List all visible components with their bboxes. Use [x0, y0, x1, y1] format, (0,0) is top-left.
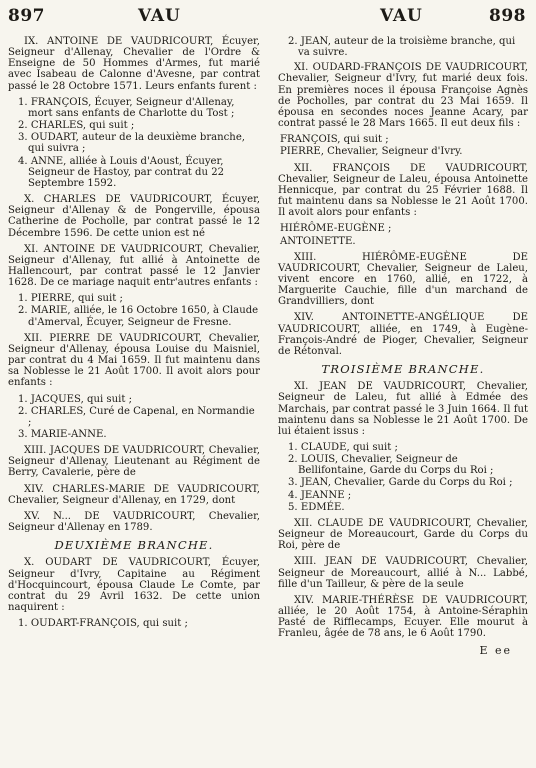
list-item: 4. ANNE, alliée à Louis d'Aoust, Écuyer, Seigneur de Hastoy, par contrat du 22 Septembre 1592.	[18, 155, 225, 189]
running-head-right: VAU	[380, 6, 423, 26]
list-item: 2. CHARLES, qui suit ;	[18, 120, 135, 132]
signature-mark: E ee	[479, 643, 512, 657]
paragraph-oudard-francois-xi: XI. OUDARD-FRANÇOIS DE VAUDRICOURT, Chevalier, Seigneur d'Ivry, fut marié deux fois. En premières noces il épousa Françoise Agnès de Pocholles, par contrat du 23 Mai 1659. Il épousa en secondes noces Jeanne Acary, par contrat passé le 28 Mars 1665. Il eut deux fils :	[278, 62, 528, 130]
left-column	[8, 36, 260, 634]
paragraph-claude-xii: XII. CLAUDE DE VAUDRICOURT, Chevalier, Seigneur de Moreaucourt, Garde du Corps du Roi, père de	[278, 517, 528, 552]
paragraph-charles-marie-xiv: XIV. CHARLES-MARIE DE VAUDRICOURT, Chevalier, Seigneur d'Allenay, en 1729, dont	[8, 483, 260, 506]
paragraph-antoinette-angelique-xiv: XIV. ANTOINETTE-ANGÉLIQUE DE VAUDRICOURT, alliée, en 1749, à Eugène-François-André de Pioger, Chevalier, Seigneur de Rétonval.	[278, 312, 528, 357]
list-item: 1. OUDART-FRANÇOIS, qui suit ;	[18, 618, 188, 630]
paragraph-antoine-ix: IX. ANTOINE DE VAUDRICOURT, Écuyer, Seigneur d'Allenay, Chevalier de l'Ordre & Enseigne de 50 Hommes d'Armes, fut marié avec Isabeau de Calonne d'Avesne, par contrat passé le 28 Octobre 1571. Leurs enfants furent :	[8, 36, 260, 92]
right-column	[278, 36, 528, 656]
paragraph-jacques-xiii: XIII. JACQUES DE VAUDRICOURT, Chevalier, Seigneur d'Allenay, Lieutenant au Régiment de Berry, Cavalerie, père de	[8, 445, 260, 479]
list-item: HIÉRÔME-EUGÈNE ;	[280, 223, 392, 235]
children-list-pierre-xii	[8, 394, 260, 441]
paragraph-francois-xii: XII. FRANÇOIS DE VAUDRICOURT, Chevalier, Seigneur de Laleu, épousa Antoinette Hennicque, par contrat du 25 Février 1688. Il fut maintenu dans sa Noblesse le 21 Août 1700. Il avoit alors pour enfants :	[278, 162, 528, 219]
page-number-right: 898	[489, 6, 526, 26]
paragraph-antoine-xi: XI. ANTOINE DE VAUDRICOURT, Chevalier, Seigneur d'Allenay, fut allié à Antoinette de Hallencourt, par contrat passé le 12 Janvier 1628. De ce mariage naquit entr'autres enfants :	[8, 243, 260, 289]
list-item: 1. FRANÇOIS, Écuyer, Seigneur d'Allenay, mort sans enfants de Charlotte du Tost ;	[18, 96, 235, 119]
section-heading-second-branch: DEUXIÈME BRANCHE.	[54, 538, 214, 553]
paragraph-pierre-xii: XII. PIERRE DE VAUDRICOURT, Chevalier, Seigneur d'Allenay, épousa Louise du Maisniel, par contrat du 4 Mai 1659. Il fut maintenu dans sa Noblesse le 21 Août 1700. Il avoit alors pour enfants :	[8, 332, 260, 389]
list-item: PIERRE, Chevalier, Seigneur d'Ivry.	[280, 146, 463, 158]
list-item: 2. LOUIS, Chevalier, Seigneur de Bellifontaine, Garde du Corps du Roi ;	[288, 454, 494, 477]
paragraph-marie-therese-xiv: XIV. MARIE-THÉRÈSE DE VAUDRICOURT, alliée, le 20 Août 1754, à Antoine-Séraphin Pasté de Rifflecamps, Ecuyer. Elle mourut à Franleu, âgée de 78 ans, le 6 Août 1790.	[278, 594, 528, 640]
list-item: 5. EDMÉE.	[288, 501, 345, 513]
paragraph-jean-xiii: XIII. JEAN DE VAUDRICOURT, Chevalier, Seigneur de Moreaucourt, allié à N... Labbé, fille d'un Tailleur, & père de la seule	[278, 556, 528, 590]
running-head-left: VAU	[138, 6, 181, 26]
list-item: 2. MARIE, alliée, le 16 Octobre 1650, à Claude d'Amerval, Écuyer, Seigneur de Fresne.	[18, 305, 259, 328]
children-list-oudart-x	[8, 618, 260, 629]
children-list-antoine-ix	[8, 97, 260, 189]
list-item: 2. CHARLES, Curé de Capenal, en Normandie ;	[18, 405, 255, 428]
children-list-antoine-xi	[8, 293, 260, 327]
paragraph-jean-xi: XI. JEAN DE VAUDRICOURT, Chevalier, Seigneur de Laleu, fut allié à Edmée des Marchais, par contrat passé le 3 Juin 1664. Il fut maintenu dans sa Noblesse le 21 Août 1700. De lui étaient issus :	[278, 381, 528, 437]
page-number-left: 897	[8, 6, 45, 26]
list-item: 4. JEANNE ;	[288, 489, 352, 501]
list-item: 3. OUDART, auteur de la deuxième branche, qui suivra ;	[18, 132, 245, 155]
list-item: 1. PIERRE, qui suit ;	[18, 293, 123, 305]
list-item: 1. JACQUES, qui suit ;	[18, 393, 132, 405]
paragraph-oudart-x: X. OUDART DE VAUDRICOURT, Écuyer, Seigneur d'Ivry, Capitaine au Régiment d'Hocquincourt, épousa Claude Le Comte, par contrat du 29 Avril 1632. De cette union naquirent :	[8, 557, 260, 614]
section-heading-third-branch: TROISIÈME BRANCHE.	[321, 362, 485, 377]
list-item: 3. MARIE-ANNE.	[18, 429, 107, 440]
paragraph-hierome-eugene-xiii: XIII. HIÉRÔME-EUGÈNE DE VAUDRICOURT, Chevalier, Seigneur de Laleu, vivent encore en 1760, allié, en 1722, à Marguerite Cauchie, fille d'un marchand de Grandvilliers, dont	[278, 251, 528, 308]
list-item: 3. JEAN, Chevalier, Garde du Corps du Roi ;	[288, 477, 513, 489]
list-item: ANTOINETTE.	[280, 235, 356, 247]
children-list-oudard-francois	[278, 134, 528, 157]
list-item-continued: 2. JEAN, auteur de la troisième branche, qui va suivre.	[288, 36, 516, 59]
paragraph-charles-x: X. CHARLES DE VAUDRICOURT, Écuyer, Seigneur d'Allenay & de Pongerville, épousa Catherine de Pocholle, par contrat passé le 12 Décembre 1596. De cette union est né	[8, 194, 260, 239]
paragraph-n-xv: XV. N... DE VAUDRICOURT, Chevalier, Seigneur d'Allenay en 1789.	[8, 510, 260, 534]
list-item: FRANÇOIS, qui suit ;	[280, 134, 389, 146]
list-item: 1. CLAUDE, qui suit ;	[288, 442, 398, 453]
children-list-jean-xi	[278, 442, 528, 513]
children-list-francois-xii	[278, 223, 528, 246]
page-header	[0, 0, 536, 36]
